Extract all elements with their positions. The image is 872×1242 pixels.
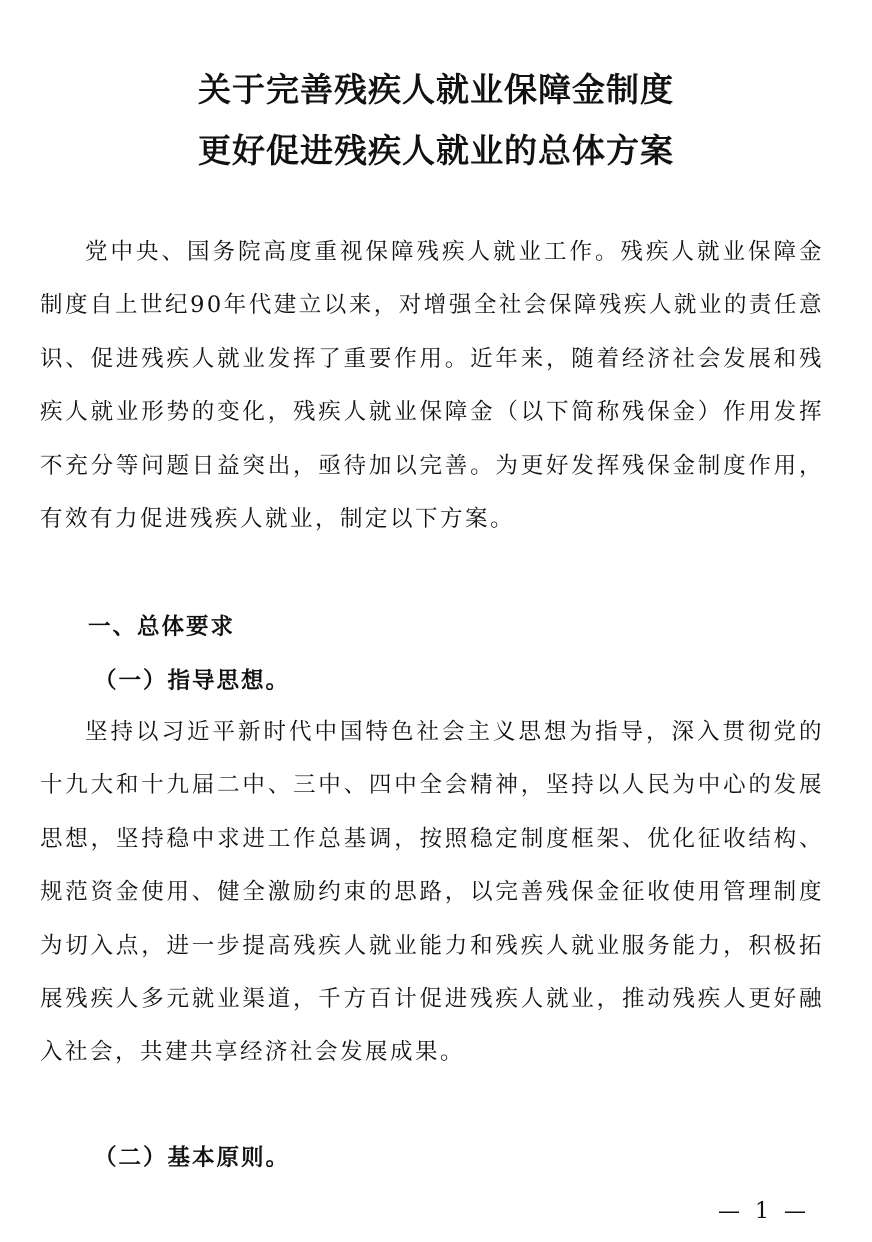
document-title-line-2: 更好促进残疾人就业的总体方案 (198, 131, 674, 170)
document-title-line-1: 关于完善残疾人就业保障金制度 (198, 70, 674, 109)
intro-paragraph: 党中央、国务院高度重视保障残疾人就业工作。残疾人就业保障金制度自上世纪90年代建立以来，对增强全社会保障残疾人就业的责任意识、促进残疾人就业发挥了重要作用。近年来，随着经济社会发展和残疾人就业形势的变化，残疾人就业保障金（以下简称残保金）作用发挥不充分等问题日益突出，亟待加以完善。为更好发挥残保金制度作用，有效有力促进残疾人就业，制定以下方案。 (40, 239, 824, 533)
subsection-heading-guiding-ideology: （一）指导思想。 (94, 668, 291, 694)
guiding-ideology-paragraph: 坚持以习近平新时代中国特色社会主义思想为指导，深入贯彻党的十九大和十九届二中、三中、四中全会精神，坚持以人民为中心的发展思想，坚持稳中求进工作总基调，按照稳定制度框架、优化征收结构、规范资金使用、健全激励约束的思路，以完善残保金征收使用管理制度为切入点，进一步提高残疾人就业能力和残疾人就业服务能力，积极拓展残疾人多元就业渠道，千方百计促进残疾人就业，推动残疾人更好融入社会，共建共享经济社会发展成果。 (40, 719, 824, 1066)
page-number: — 1 — (718, 1199, 810, 1224)
subsection-heading-basic-principles: （二）基本原则。 (94, 1145, 291, 1171)
section-heading-general-requirements: 一、总体要求 (88, 614, 236, 640)
